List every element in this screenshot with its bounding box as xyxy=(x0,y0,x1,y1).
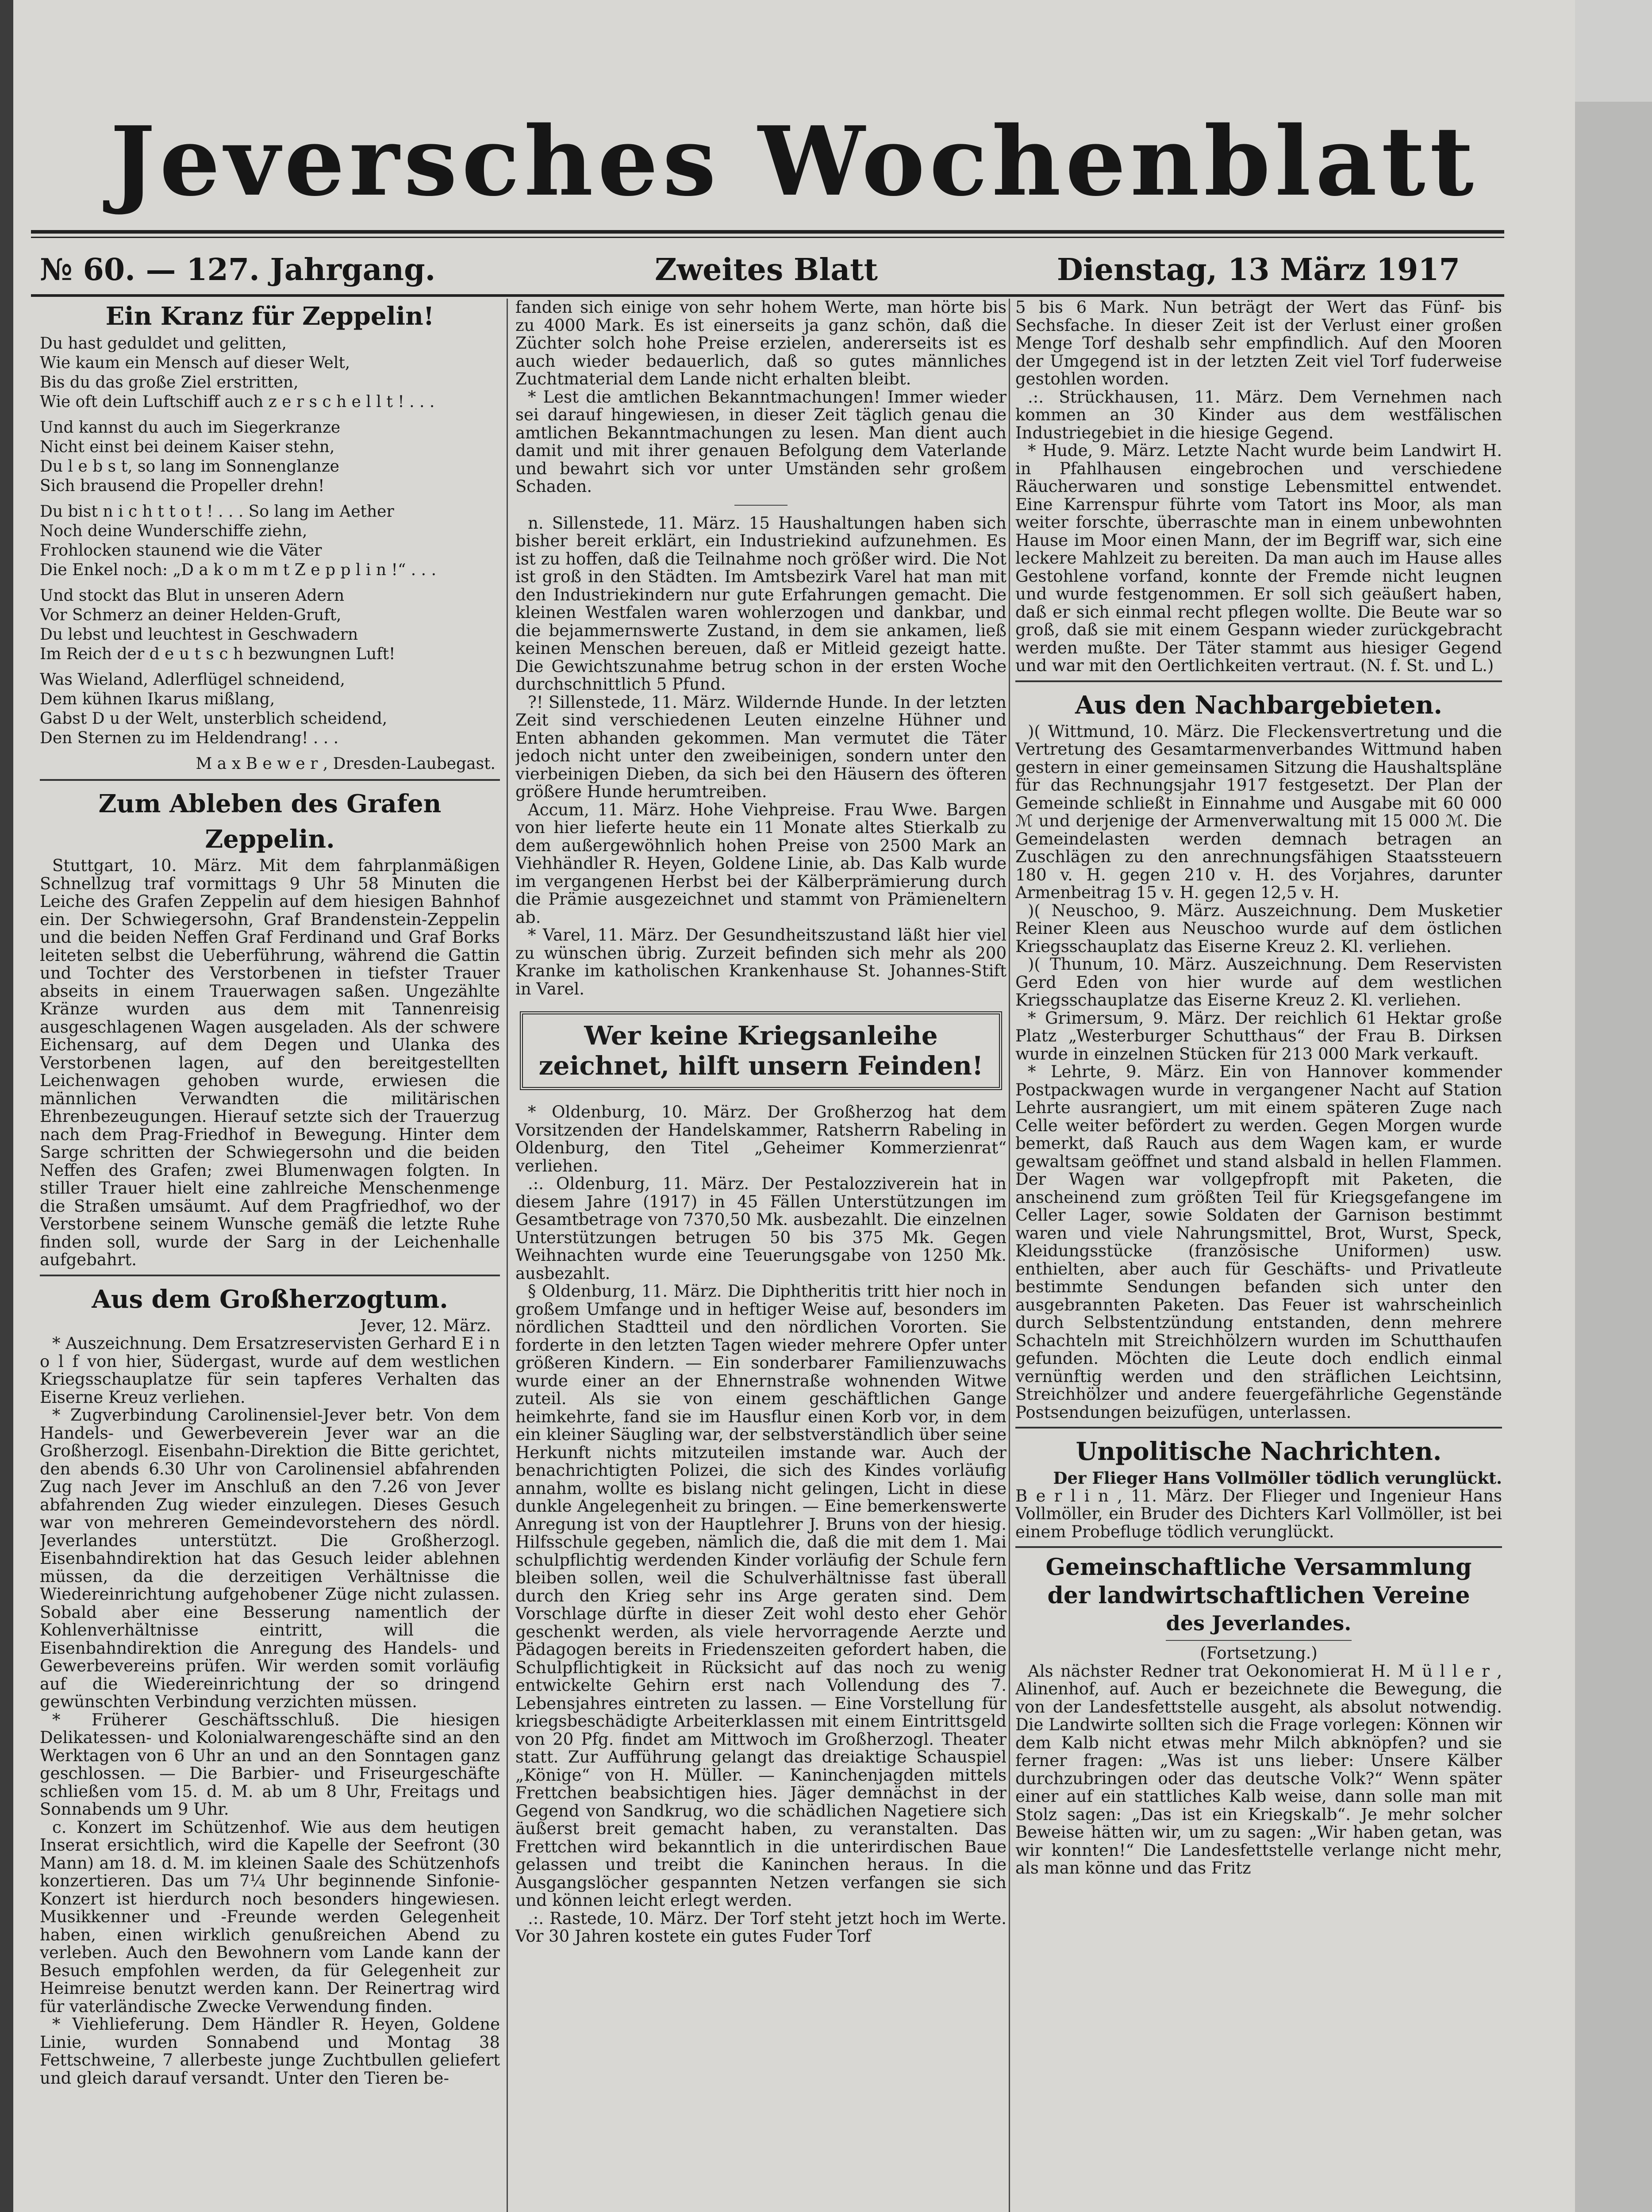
oldenburg-news xyxy=(515,1103,1007,1946)
poem-line: Du bist n i c h t t o t ! . . . So lang im Aether xyxy=(40,503,394,521)
versammlung-title-line-3: des Jeverlandes. xyxy=(1166,1611,1352,1635)
news-item: Accum, 11. März. Hohe Viehpreise. Frau Wwe. Bargen von hier lieferte heute ein 11 Monate altes Stierkalb zu dem außergewöhnlich hohen Preise von 2500 Mark an Viehhändler R. Heyen, Goldene Linie, ab. Das Kalb wurde im vergangenen Herbst bei der Kälberprämierung durch die Prämie ausgezeichnet und stammt von Prämieneltern ab. xyxy=(515,800,1007,927)
column-divider-1 xyxy=(507,299,508,2212)
poem-line: Sich brausend die Propeller drehn! xyxy=(40,477,325,495)
news-item: )( Wittmund, 10. März. Die Fleckensvertretung und die Vertretung des Gesamtarmenverbandes Wittmund haben gestern in einer gemeinsamen Sitzung die Haushaltspläne für das Rechnungsjahr 1917 festgesetzt. Der Plan der Gemeinde schließt in Einnahme und Ausgabe mit 60 000 ℳ und derjenige der Armenverwaltung mit 15 000 ℳ. Die Gemeindelasten werden demnach betragen an Zuschlägen zu den anrechnungsfähigen Staatssteuern 180 v. H. gegen 210 v. H. des Vorjahres, darunter Armenbeitrag 15 v. H. gegen 12,5 v. H. xyxy=(1015,722,1502,902)
poem-line: Was Wieland, Adlerflügel schneidend, xyxy=(40,671,345,689)
grossherzogtum-news xyxy=(40,1335,500,2087)
scan-right-edge xyxy=(1566,102,1652,2212)
news-item: ?! Sillenstede, 11. März. Wildernde Hunde. In der letzten Zeit sind verschiedenen Leuten einzelne Hühner und Enten abhanden gekommen. Man vermutet die Täter jedoch nicht unter den zweibeinigen, sondern unter den vierbeinigen Dieben, da sich bei den Häusern des öfteren größere Hunde herumtreiben. xyxy=(515,692,1007,801)
news-item: * Auszeichnung. Dem Ersatzreservisten Gerhard E i n o l f von hier, Südergast, wurde auf dem westlichen Kriegsschauplatze für sein tapferes Verhalten das Eiserne Kreuz verliehen. xyxy=(40,1334,500,1407)
poem-line: Wie kaum ein Mensch auf dieser Welt, xyxy=(40,354,350,372)
zeppelin-article xyxy=(40,857,500,1269)
section-label: Zweites Blatt xyxy=(655,252,878,288)
issue-date: Dienstag, 13 März 1917 xyxy=(1057,252,1460,288)
poem-title: Ein Kranz für Zeppelin! xyxy=(105,302,434,331)
column-3 xyxy=(1015,299,1502,2212)
poem-stanza xyxy=(40,670,500,748)
news-item: c. Konzert im Schützenhof. Wie aus dem heutigen Inserat ersichtlich, wird die Kapelle der Seefront (30 Mann) am 18. d. M. im kleinen Saale des Schützenhofs konzertieren. Das um 7¼ Uhr beginnende Sinfonie-Konzert ist hierdurch noch besonders hingewiesen. Musikkenner und -Freunde werden Gelegenheit haben, einen wirklich genußreichen Abend zu verleben. Auch den Bewohnern vom Lande kann der Besuch empfohlen werden, da für Gelegenheit zur Heimreise benutzt werden kann. Der Reinertrag wird für vaterländische Zwecke Verwendung finden. xyxy=(40,1817,500,2016)
poem-line: Nicht einst bei deinem Kaiser stehn, xyxy=(40,438,335,456)
poem-line: Du hast geduldet und gelitten, xyxy=(40,334,287,353)
nachbargebiete-title: Aus den Nachbargebieten. xyxy=(1075,690,1442,720)
section-rule xyxy=(1015,680,1502,682)
poem-stanza xyxy=(40,586,500,664)
news-item: n. Sillenstede, 11. März. 15 Haushaltungen haben sich bisher bereit erklärt, ein Industriekind aufzunehmen. Es ist zu hoffen, daß die Teilnahme noch größer wird. Die Not ist groß in den Städten. Im Amtsbezirk Varel hat man mit den Industriekindern nur gute Erfahrungen gemacht. Die kleinen Westfalen waren wohlerzogen und dankbar, und die bejammernswerte Zustand, in dem sie ankamen, ließ keinen Menschen bereuen, daß er Mitleid gezeigt hatte. Die Gewichtszunahme betrug schon in der ersten Woche durchschnittlich 5 Pfund. xyxy=(515,513,1007,694)
section-rule xyxy=(40,779,500,781)
poem-line: Dem kühnen Ikarus mißlang, xyxy=(40,690,275,708)
news-item: B e r l i n , 11. März. Der Flieger und Ingenieur Hans Vollmöller, ein Bruder des Dichters Karl Vollmöller, ist bei einem Probefluge tödlich verunglückt. xyxy=(1015,1486,1502,1541)
column-2 xyxy=(515,299,1007,2212)
poem-line: Den Sternen zu im Heldendrang! . . . xyxy=(40,729,339,747)
unpolitische-title: Unpolitische Nachrichten. xyxy=(1076,1437,1442,1466)
news-item: )( Thunum, 10. März. Auszeichnung. Dem Reservisten Gerd Eden von hier wurde auf dem westlichen Kriegsschauplatze das Eiserne Kreuz 2. Kl. verliehen. xyxy=(1015,955,1502,1010)
dateline-jever: Jever, 12. März. xyxy=(360,1316,491,1335)
news-item: § Oldenburg, 11. März. Die Diphtheritis tritt hier noch in großem Umfange und in heftiger Weise auf, besonders im nördlichen Stadtteil und den nördlichen Vororten. Sie forderte in den letzten Tagen wieder mehrere Opfer unter größeren Kindern. — Ein sonderbarer Familienzuwachs wurde einer an der Ehnernstraße wohnenden Witwe zuteil. Als sie von einem geschäftlichen Gange heimkehrte, fand sie im Hausflur einen Korb vor, in dem ein kleiner Säugling war, der selbstverständlich über seine Herkunft nichts mitzuteilen imstande war. Auch der benachrichtigten Polizei, die sich des Kindes vorläufig annahm, wollte es bislang nicht gelingen, Licht in diese dunkle Angelegenheit zu bringen. — Eine bemerkenswerte Anregung ist von der Hauptlehrer J. Bruns von der hiesig. Hilfsschule gegeben, nämlich die, daß die mit dem 1. Mai schulpflichtig werdenden Kinder vorläufig der Schule fern bleiben sollen, weil die Schulverhältnisse fast überall durch den Krieg sehr ins Arge geraten sind. Dem Vorschlage dürfte in dieser Zeit wohl desto eher Gehör geschenkt werden, als viele hervorragende Aerzte und Pädagogen bereits in Friedenszeiten gefordert haben, die Schulpflichtigkeit in Rücksicht auf das noch zu wenig entwickelte Gehirn erst nach Vollendung des 7. Lebensjahres eintreten zu lassen. — Eine Vorstellung für kriegsbeschädigte Arbeiterklassen mit einem Eintrittsgeld von 20 Pfg. findet am Mittwoch im Großherzogl. Theater statt. Zur Aufführung gelangt das dreiaktige Schauspiel „Könige“ von H. Müller. — Kaninchenjagden mittels Frettchen beabsichtigen hies. Jäger demnächst in der Gegend von Sandkrug, wo die schädlichen Nagetiere sich äußerst breit gemacht haben, zu veranstalten. Das Frettchen wird bekanntlich in die unterirdischen Baue gelassen und treibt die Kaninchen heraus. In die Ausgangslöcher gespannten Netzen verfangen sie sich und können leicht erlegt werden. xyxy=(515,1282,1007,1910)
dateline xyxy=(13,248,1575,292)
section-rule xyxy=(1015,1546,1502,1548)
poem-line: Vor Schmerz an deiner Helden-Gruft, xyxy=(40,606,342,624)
masthead-title: Jeversches Wochenblatt xyxy=(110,105,1479,217)
local-news xyxy=(515,515,1007,998)
article-paragraph: Als nächster Redner trat Oekonomierat H. M ü l l e r , Alinenhof, auf. Auch er bezeichnete die Bewegung, die von der Landesfettstelle ausgeht, als absolut notwendig. Die Landwirte sollten sich die Frage vorlegen: Können wir dem Kalb nicht etwas mehr Milch abknöpfen? und sie ferner fragen: „Was ist uns lieber: Unsere Kälber durchzubringen oder das deutsche Volk?“ Wenn später einer auf ein stattliches Kalb weise, dann solle man mit Stolz sagen: „Das ist ein Kriegskalb“. Je mehr solcher Beweise hätten wir, um zu sagen: „Wir haben getan, was wir konnten!“ Die Landesfettstelle verlange nicht mehr, als man könne und das Fritz xyxy=(1015,1661,1502,1878)
masthead-rule-thin xyxy=(31,237,1504,238)
poem-stanza xyxy=(40,418,500,496)
news-item: * Lehrte, 9. März. Ein von Hannover kommender Postpackwagen wurde in vergangener Nacht auf Station Lehrte ausrangiert, um mit einem späteren Zuge nach Celle weiter befördert zu werden. Gegen Morgen wurde bemerkt, daß Rauch aus dem Wagen kam, er wurde gewaltsam geöffnet und stand alsbald in hellen Flammen. Der Wagen war vollgepfropft mit Paketen, die anscheinend zum größten Teil für Kriegsgefangene im Celler Lager, sowie Soldaten der Garnison bestimmt waren und viele Nahrungsmittel, Brot, Wurst, Speck, Kleidungsstücke (französische Uniformen) usw. enthielten, aber auch für Geschäfts- und Privatleute bestimmte Sendungen befanden sich unter den ausgebrannten Paketen. Das Feuer ist wahrscheinlich durch Selbstentzündung entstanden, denn mehrere Schachteln mit Streichhölzern wurden im Schutthaufen gefunden. Möchten die Leute doch endlich einmal vernünftig werden und den sträflichen Leichtsinn, Streichhölzer und andere feuergefährliche Gegenstände Postsendungen beizufügen, unterlassen. xyxy=(1015,1062,1502,1422)
versammlung-title-line-2: der landwirtschaftlichen Vereine xyxy=(1047,1582,1470,1609)
poem-line: Die Enkel noch: „D a k o m m t Z e p p l i n !“ . . . xyxy=(40,561,437,579)
column-1 xyxy=(40,299,500,2212)
poem-line: Bis du das große Ziel erstritten, xyxy=(40,373,299,392)
issue-number: № 60. — 127. Jahrgang. xyxy=(40,252,436,288)
poem-line: Du lebst und leuchtest in Geschwadern xyxy=(40,626,358,644)
poem-line: Gabst D u der Welt, unsterblich scheidend, xyxy=(40,710,388,728)
unpolitische-news xyxy=(1015,1487,1502,1541)
dateline-rule xyxy=(31,294,1504,297)
news-item: * Grimersum, 9. März. Der reichlich 61 Hektar große Platz „Westerburger Schutthaus“ der Frau B. Dirksen wurde in einzelnen Stücken für 213 000 Mark verkauft. xyxy=(1015,1008,1502,1064)
newspaper-page xyxy=(13,0,1575,2212)
poem-line: Und kannst du auch im Siegerkranze xyxy=(40,419,341,437)
poem-line: Du l e b s t, so lang im Sonnenglanze xyxy=(40,457,339,476)
versammlung-title-line-1: Gemeinschaftliche Versammlung xyxy=(1045,1554,1472,1581)
poem-signature: M a x B e w e r , Dresden-Laubegast. xyxy=(196,755,496,773)
column-divider-2 xyxy=(1009,299,1010,2212)
news-item: * Früherer Geschäftsschluß. Die hiesigen Delikatessen- und Kolonialwarengeschäfte sind an den Werktagen von 6 Uhr an und an den Sonntagen ganz geschlossen. — Die Barbier- und Friseurgeschäfte schließen vom 15. d. M. ab um 8 Uhr, Freitags und Sonnabends um 9 Uhr. xyxy=(40,1710,500,1819)
short-divider xyxy=(734,505,788,506)
news-item: * Hude, 9. März. Letzte Nacht wurde beim Landwirt H. in Pfahlhausen eingebrochen und verschiedene Räucherwaren und sonstige Lebensmittel entwendet. Eine Karrenspur führte vom Tatort ins Moor, als man weiter forschte, überraschte man in einem unbewohnten Hause im Moor einen Mann, der im Begriff war, sich eine leckere Mahlzeit zu bereiten. Da man auch im Hause alles Gestohlene vorfand, konnte der Fremde nicht leugnen und wurde festgenommen. Er soll sich geäußert haben, daß er sich einmal recht pflegen wollte. Die Beute war so groß, daß sie mit einem Gespann wieder zurückgebracht werden mußte. Der Täter stammt aus hiesiger Gegend und war mit den Oertlichkeiten vertraut. (N. f. St. und L.) xyxy=(1015,441,1502,675)
poem-line: Im Reich der d e u t s c h bezwungnen Luft! xyxy=(40,645,396,663)
article-paragraph: Stuttgart, 10. März. Mit dem fahrplanmäßigen Schnellzug traf vormittags 9 Uhr 58 Minuten die Leiche des Grafen Zeppelin auf dem hiesigen Bahnhof ein. Der Schwiegersohn, Graf Brandenstein-Zeppelin und die beiden Neffen Graf Ferdinand und Graf Borks leiteten selbst die Ueberführung, während die Gattin und Tochter des Verstorbenen in tiefster Trauer abseits in einem Trauerwagen saßen. Ungezählte Kränze wurden aus dem mit Tannenreisig ausgeschlagenen Wagen ausgeladen. Als der schwere Eichensarg, auf dem Degen und Ulanka des Verstorbenen lagen, auf den bereitgestellten Leichenwagen gehoben wurde, erwiesen die männlichen Verwandten die militärischen Ehrenbezeugungen. Hierauf setzte sich der Trauerzug nach dem Prag-Friedhof in Bewegung. Hinter dem Sarge schritten der Schwiegersohn und die beiden Neffen des Grafen; zwei Blumenwagen folgten. In stiller Trauer hielt eine zahlreiche Menschenmenge die Straßen umsäumt. Auf dem Pragfriedhof, wo der Verstorbene seinem Wunsche gemäß die letzte Ruhe finden soll, wurde der Sarg in der Leichenhalle aufgebahrt. xyxy=(40,856,500,1269)
continuation-note: (Fortsetzung.) xyxy=(1200,1644,1318,1663)
masthead-rule-top xyxy=(31,230,1504,234)
section-rule xyxy=(40,1275,500,1276)
news-item: * Zugverbindung Carolinensiel-Jever betr. Von dem Handels- und Gewerbeverein Jever war an die Großherzogl. Eisenbahn-Direktion die Bitte gerichtet, den abends 6.30 Uhr von Carolinensiel abfahrenden Zug nach Jever im Anschluß an den 7.26 von Jever abfahrenden Zug wieder einzulegen. Dieses Gesuch war von mehreren Gemeindevorstehern des nördl. Jeverlandes unterstützt. Die Großherzogl. Eisenbahndirektion hat das Gesuch leider ablehnen müssen, da die derzeitigen Verhältnisse die Wiedereinrichtung aufgehobener Züge nicht zulassen. Sobald aber eine Besserung namentlich der Kohlenverhältnisse eintritt, will die Eisenbahndirektion die Anregung des Handels- und Gewerbevereins prüfen. Wir werden somit vorläufig auf die Wiedereinrichtung der so dringend gewünschten Verbindung verzichten müssen. xyxy=(40,1406,500,1711)
news-item: .:. Strückhausen, 11. März. Dem Vernehmen nach kommen an 30 Kinder aus dem westfälischen Industriegebiet in die hiesige Gegend. xyxy=(1015,387,1502,442)
news-continuation: 5 bis 6 Mark. Nun beträgt der Wert das Fünf- bis Sechsfache. In dieser Zeit ist der Verlust einer großen Menge Torf deshalb sehr empfindlich. Auf den Mooren der Umgegend ist in der letzten Zeit viel Torf fuderweise gestohlen worden. xyxy=(1015,299,1502,388)
poem-line: Frohlocken staunend wie die Väter xyxy=(40,541,322,560)
section-rule xyxy=(1015,1427,1502,1429)
zeppelin-article-title: Zum Ableben des Grafen Zeppelin. xyxy=(98,789,442,854)
column-3-text xyxy=(1015,299,1502,675)
news-continuation: fanden sich einige von sehr hohem Werte, man hörte bis zu 4000 Mark. Es ist einerseits ja ganz schön, daß die Züchter solch hohe Preise erzielen, andererseits ist es auch wieder bedauerlich, daß so gutes männliches Zuchtmaterial dem Lande nicht erhalten bleibt. xyxy=(515,299,1007,388)
poem-stanza xyxy=(40,334,500,412)
scan-left-edge xyxy=(0,0,13,2212)
poem-stanza xyxy=(40,502,500,580)
versammlung-article xyxy=(1015,1663,1502,1878)
news-item: * Viehlieferung. Dem Händler R. Heyen, Goldene Linie, wurden Sonnabend und Montag 38 Fettschweine, 7 allerbeste junge Zuchtbullen geliefert und gleich darauf versandt. Unter den Tieren be- xyxy=(40,2015,500,2088)
news-item: .:. Oldenburg, 11. März. Der Pestalozziverein hat in diesem Jahre (1917) in 45 Fällen Unterstützungen im Gesamtbetrage von 7370,50 Mk. ausbezahlt. Die einzelnen Unterstützungen betrugen 50 bis 375 Mk. Gegen Weihnachten wurde eine Teuerungsgabe von 1250 Mk. ausbezahlt. xyxy=(515,1174,1007,1283)
news-item: * Oldenburg, 10. März. Der Großherzog hat dem Vorsitzenden der Handelskammer, Ratsherrn Rabeling in Oldenburg, den Titel „Geheimer Kommerzienrat“ verliehen. xyxy=(515,1102,1007,1175)
news-item: * Lest die amtlichen Bekanntmachungen! Immer wieder sei darauf hingewiesen, in dieser Zeit täglich genau die amtlichen Bekanntmachungen zu lesen. Man dient auch damit und mit ihrer genauen Befolgung dem Vaterlande und bewahrt sich vor unter Umständen sehr großem Schaden. xyxy=(515,387,1007,496)
unpolitische-subheading: Der Flieger Hans Vollmöller tödlich verunglückt. xyxy=(1053,1468,1502,1488)
news-item: * Varel, 11. März. Der Gesundheitszustand läßt hier viel zu wünschen übrig. Zurzeit befinden sich mehr als 200 Kranke im katholischen Krankenhause St. Johannes-Stift in Varel. xyxy=(515,926,1007,998)
poem-line: Noch deine Wunderschiffe ziehn, xyxy=(40,522,307,540)
news-item: .:. Rastede, 10. März. Der Torf steht jetzt hoch im Werte. Vor 30 Jahren kostete ein gutes Fuder Torf xyxy=(515,1909,1007,1946)
short-divider xyxy=(1166,1640,1352,1641)
news-item: )( Neuschoo, 9. März. Auszeichnung. Dem Musketier Reiner Kleen aus Neuschoo wurde auf dem östlichen Kriegsschauplatz das Eiserne Kreuz 2. Kl. verliehen. xyxy=(1015,901,1502,956)
grossherzogtum-title: Aus dem Großherzogtum. xyxy=(92,1284,448,1314)
war-bond-appeal-box: Wer keine Kriegsanleihe zeichnet, hilft unsern Feinden! xyxy=(520,1011,1002,1090)
poem-line: Und stockt das Blut in unseren Adern xyxy=(40,587,345,605)
column-2-text xyxy=(515,299,1007,496)
poem-line: Wie oft dein Luftschiff auch z e r s c h e l l t ! . . . xyxy=(40,393,435,411)
nachbargebiete-news xyxy=(1015,723,1502,1422)
poem xyxy=(40,334,500,748)
